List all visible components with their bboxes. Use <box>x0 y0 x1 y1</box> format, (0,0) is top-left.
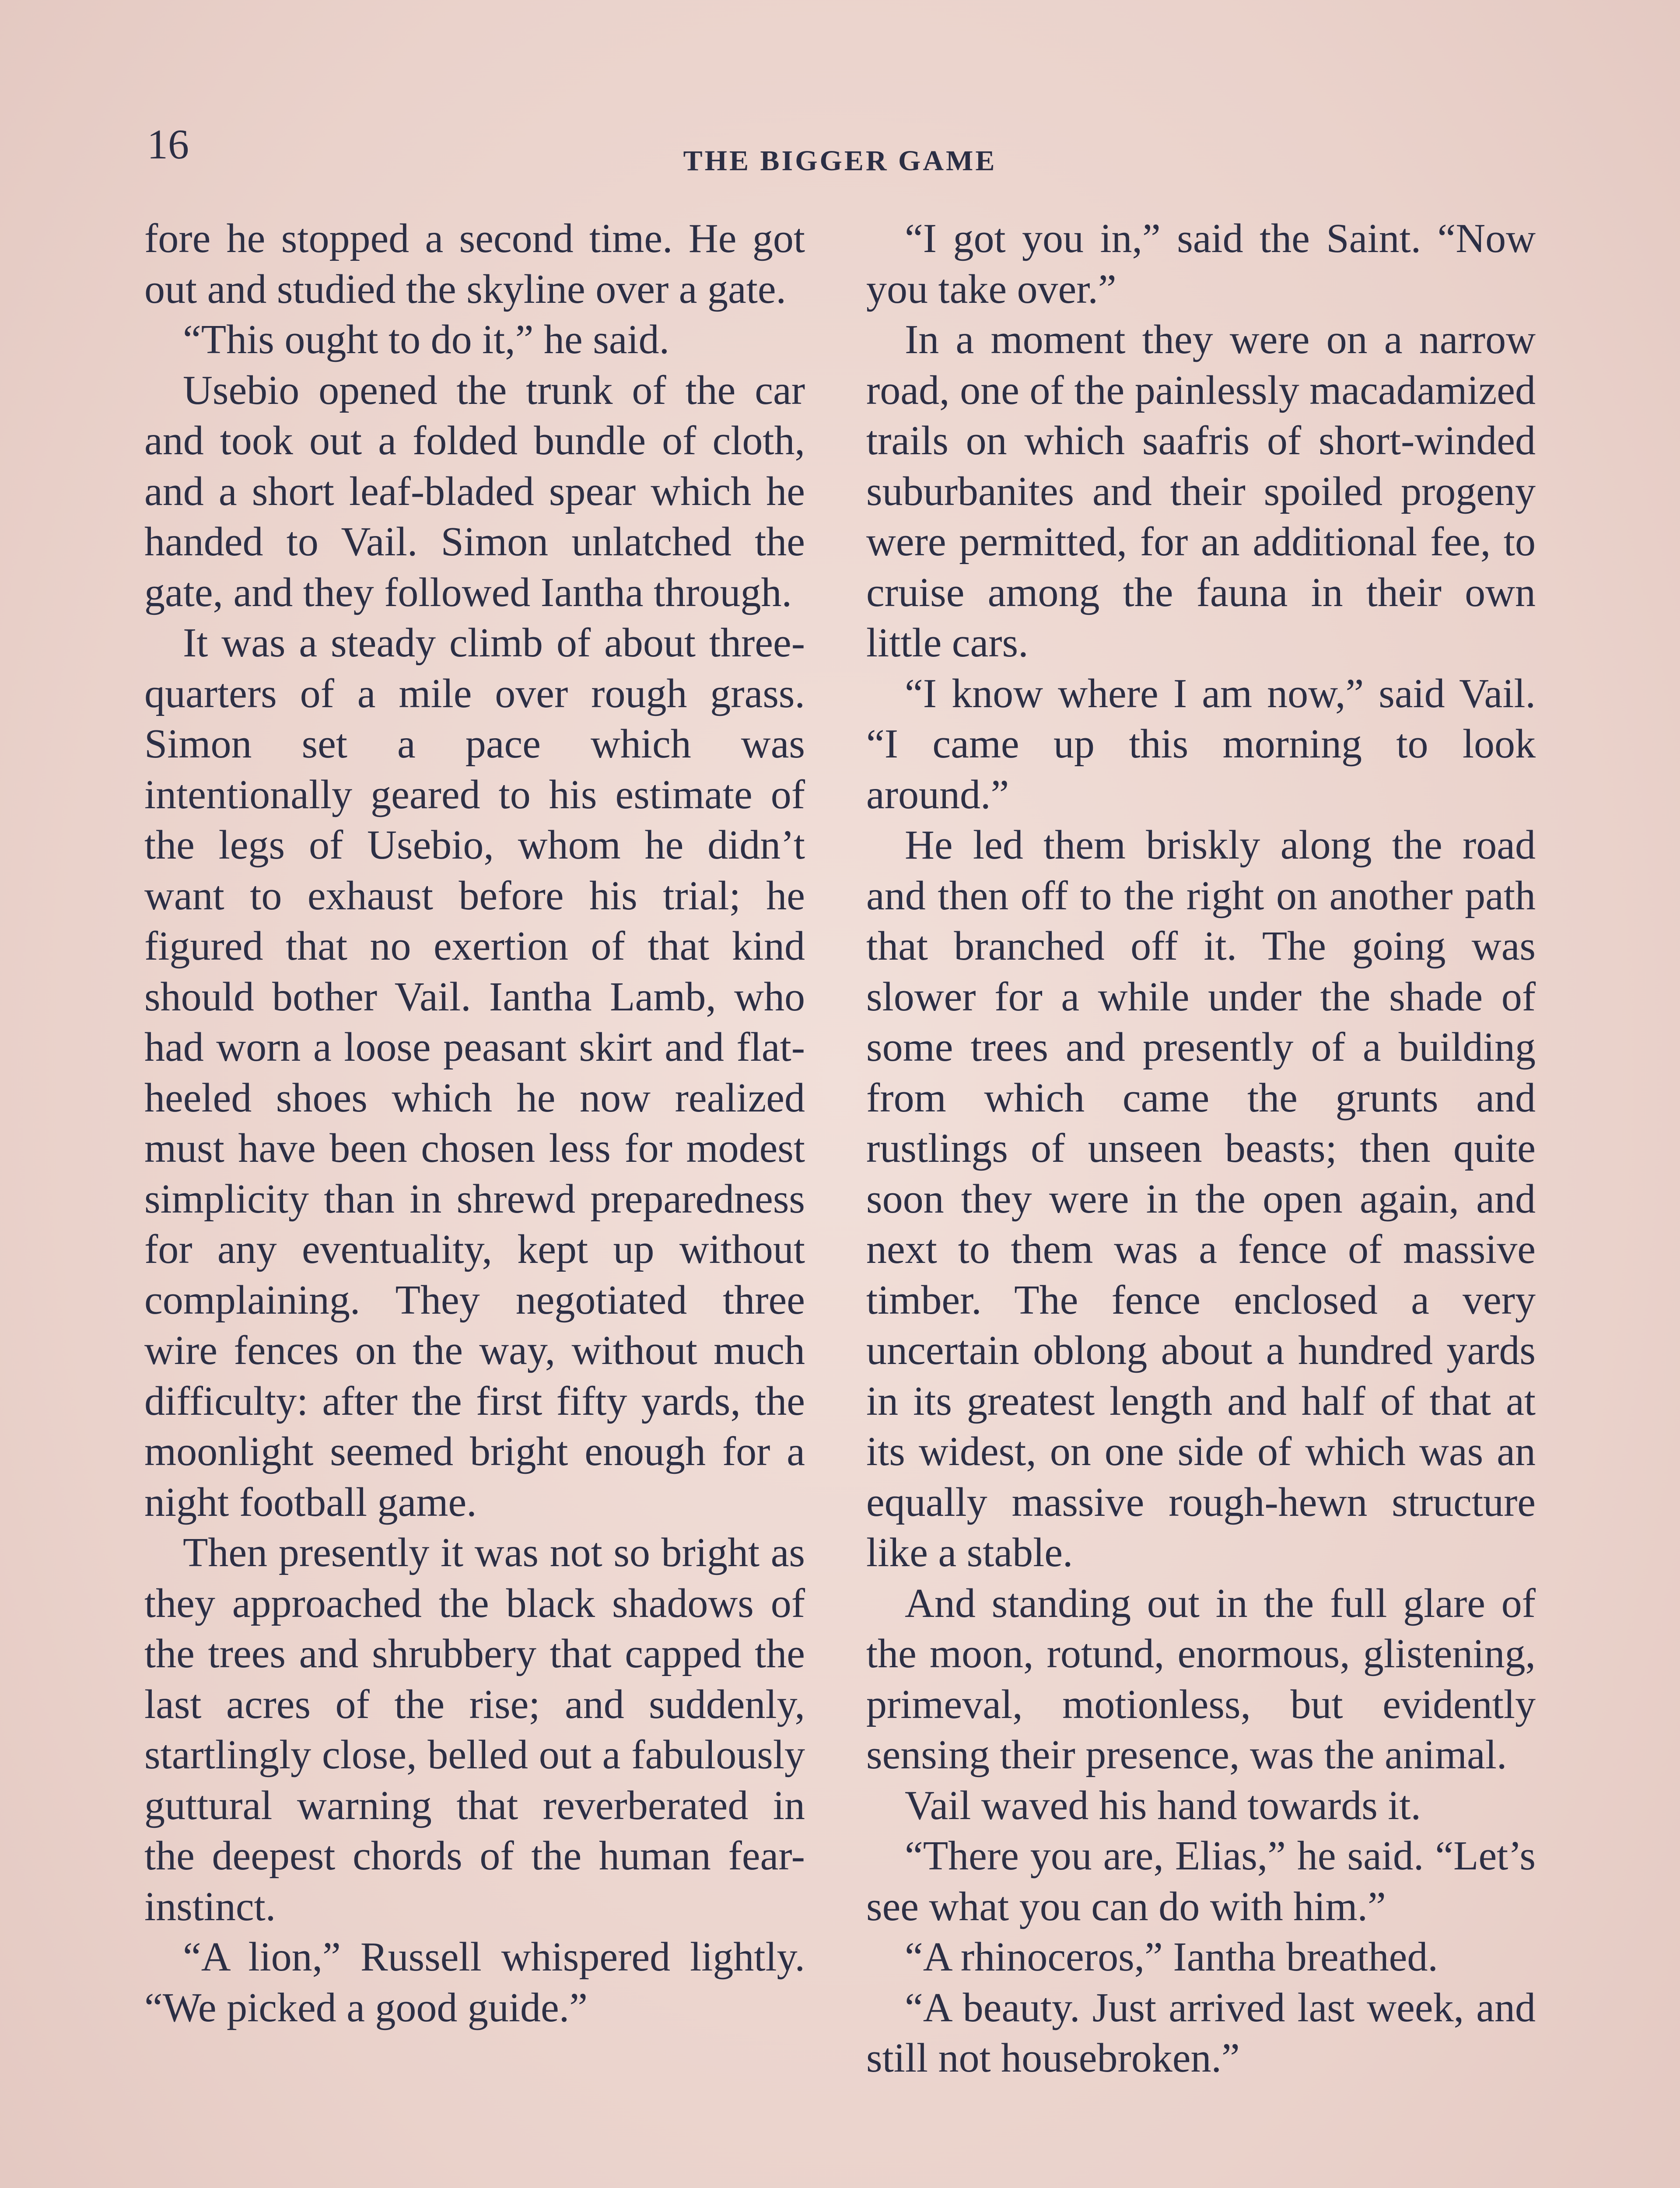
paragraph: “I know where I am now,” said Vail. “I came up this morning to look around.” <box>866 670 1536 817</box>
paragraph: It was a steady climb of about three-quarters of a mile over rough grass. Simon set a pace which was intentionally geared to his estimate of the legs of Usebio, whom he didn’t want to exhaust before his trial; he figured that no exertion of that kind should bother Vail. Iantha Lamb, who had worn a loose peasant skirt and flat-heeled shoes which he now realized must have been chosen less for modest simplicity than in shrewd preparedness for any eventuality, kept up without complaining. They negotiated three wire fences on the way, without much difficulty: after the first fifty yards, the moonlight seemed bright enough for a night football game. <box>144 620 805 1525</box>
paragraph: In a moment they were on a narrow road, one of the painlessly macadamized trails on which saafris of short-winded suburbanites and their spoiled progeny were permitted, for an additional fee, to cruise among the fauna in their own little cars. <box>866 317 1536 666</box>
left-column <box>144 214 805 2033</box>
paragraph: “This ought to do it,” he said. <box>183 317 670 362</box>
paragraph: “A beauty. Just arrived last week, and still not housebroken.” <box>866 1985 1536 2081</box>
paragraph: “I got you in,” said the Saint. “Now you take over.” <box>866 216 1536 312</box>
paragraph: He led them briskly along the road and then off to the right on another path that branched off it. The going was slower for a while under the shade of some trees and presently of a building from which came the grunts and rustlings of unseen beasts; then quite soon they were in the open again, and next to them was a fence of massive timber. The fence enclosed a very uncertain oblong about a hundred yards in its greatest length and half of that at its widest, on one side of which was an equally massive rough-hewn structure like a stable. <box>866 822 1536 1575</box>
paragraph: fore he stopped a second time. He got out and studied the skyline over a gate. <box>144 216 805 312</box>
paragraph: “A rhinoceros,” Iantha breathed. <box>905 1934 1438 1980</box>
paragraph: “There you are, Elias,” he said. “Let’s see what you can do with him.” <box>866 1833 1536 1929</box>
paragraph: Usebio opened the trunk of the car and took out a folded bundle of cloth, and a short leaf-bladed spear which he handed to Vail. Simon unlatched the gate, and they followed Iantha through. <box>144 367 805 615</box>
right-column <box>866 214 1536 2084</box>
paragraph: Vail waved his hand towards it. <box>905 1782 1421 1828</box>
running-head: THE BIGGER GAME <box>683 145 997 177</box>
paragraph: And standing out in the full glare of the moon, rotund, enormous, glistening, primeval, motionless, but evidently sensing their presence, was the animal. <box>866 1580 1536 1778</box>
page-number: 16 <box>147 121 189 168</box>
paragraph: Then presently it was not so bright as they approached the black shadows of the trees and shrubbery that capped the last acres of the rise; and suddenly, startlingly close, belled out a fabulously guttural warning that reverberated in the deepest chords of the human fear-instinct. <box>144 1530 805 1929</box>
paragraph: “A lion,” Russell whispered lightly. “We picked a good guide.” <box>144 1934 805 2030</box>
